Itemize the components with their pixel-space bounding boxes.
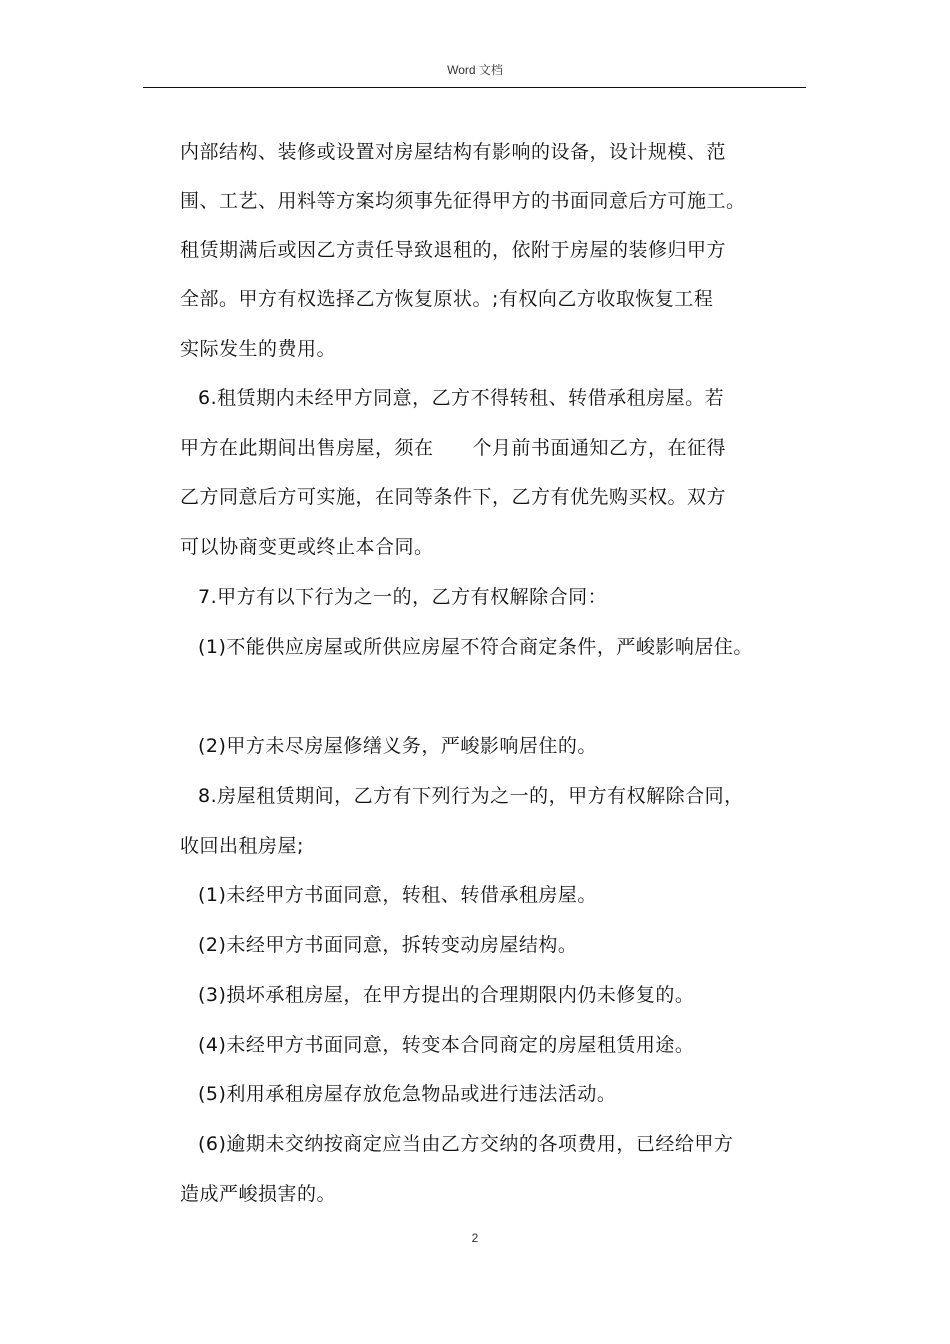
body-line: 7.甲方有以下行为之一的，乙方有权解除合同： bbox=[198, 586, 608, 608]
body-line: (6)逾期未交纳按商定应当由乙方交纳的各项费用，已经给甲方 bbox=[198, 1133, 734, 1155]
body-line: 可以协商变更或终止本合同。 bbox=[180, 536, 434, 558]
body-line: 全部。甲方有权选择乙方恢复原状。;有权向乙方收取恢复工程 bbox=[180, 288, 714, 310]
body-line: 甲方在此期间出售房屋，须在 个月前书面通知乙方，在征得 bbox=[180, 437, 727, 459]
body-line: (1)不能供应房屋或所供应房屋不符合商定条件，严峻影响居住。 bbox=[198, 636, 753, 658]
body-line: (3)损坏承租房屋，在甲方提出的合理期限内仍未修复的。 bbox=[198, 984, 695, 1006]
page-number: 2 bbox=[471, 1231, 479, 1245]
body-line: 收回出租房屋; bbox=[180, 835, 304, 857]
body-line: 围、工艺、用料等方案均须事先征得甲方的书面同意后方可施工。 bbox=[180, 190, 746, 212]
body-line: 乙方同意后方可实施，在同等条件下，乙方有优先购买权。双方 bbox=[180, 486, 727, 508]
body-line: (1)未经甲方书面同意，转租、转借承租房屋。 bbox=[198, 884, 597, 906]
header-divider bbox=[143, 87, 806, 88]
body-line: 6.租赁期内未经甲方同意，乙方不得转租、转借承租房屋。若 bbox=[198, 387, 725, 409]
body-line: (5)利用承租房屋存放危急物品或进行违法活动。 bbox=[198, 1083, 617, 1105]
body-line: 内部结构、装修或设置对房屋结构有影响的设备，设计规模、范 bbox=[180, 141, 727, 163]
body-line: 实际发生的费用。 bbox=[180, 338, 337, 360]
body-line: 8.房屋租赁期间，乙方有下列行为之一的，甲方有权解除合同， bbox=[198, 785, 744, 807]
body-line: (2)未经甲方书面同意，拆转变动房屋结构。 bbox=[198, 934, 578, 956]
body-line: 租赁期满后或因乙方责任导致退租的，依附于房屋的装修归甲方 bbox=[180, 239, 727, 261]
body-line: 造成严峻损害的。 bbox=[180, 1183, 337, 1205]
body-line: (4)未经甲方书面同意，转变本合同商定的房屋租赁用途。 bbox=[198, 1034, 695, 1056]
body-line: (2)甲方未尽房屋修缮义务，严峻影响居住的。 bbox=[198, 735, 597, 757]
page-header: Word 文档 bbox=[447, 63, 503, 77]
